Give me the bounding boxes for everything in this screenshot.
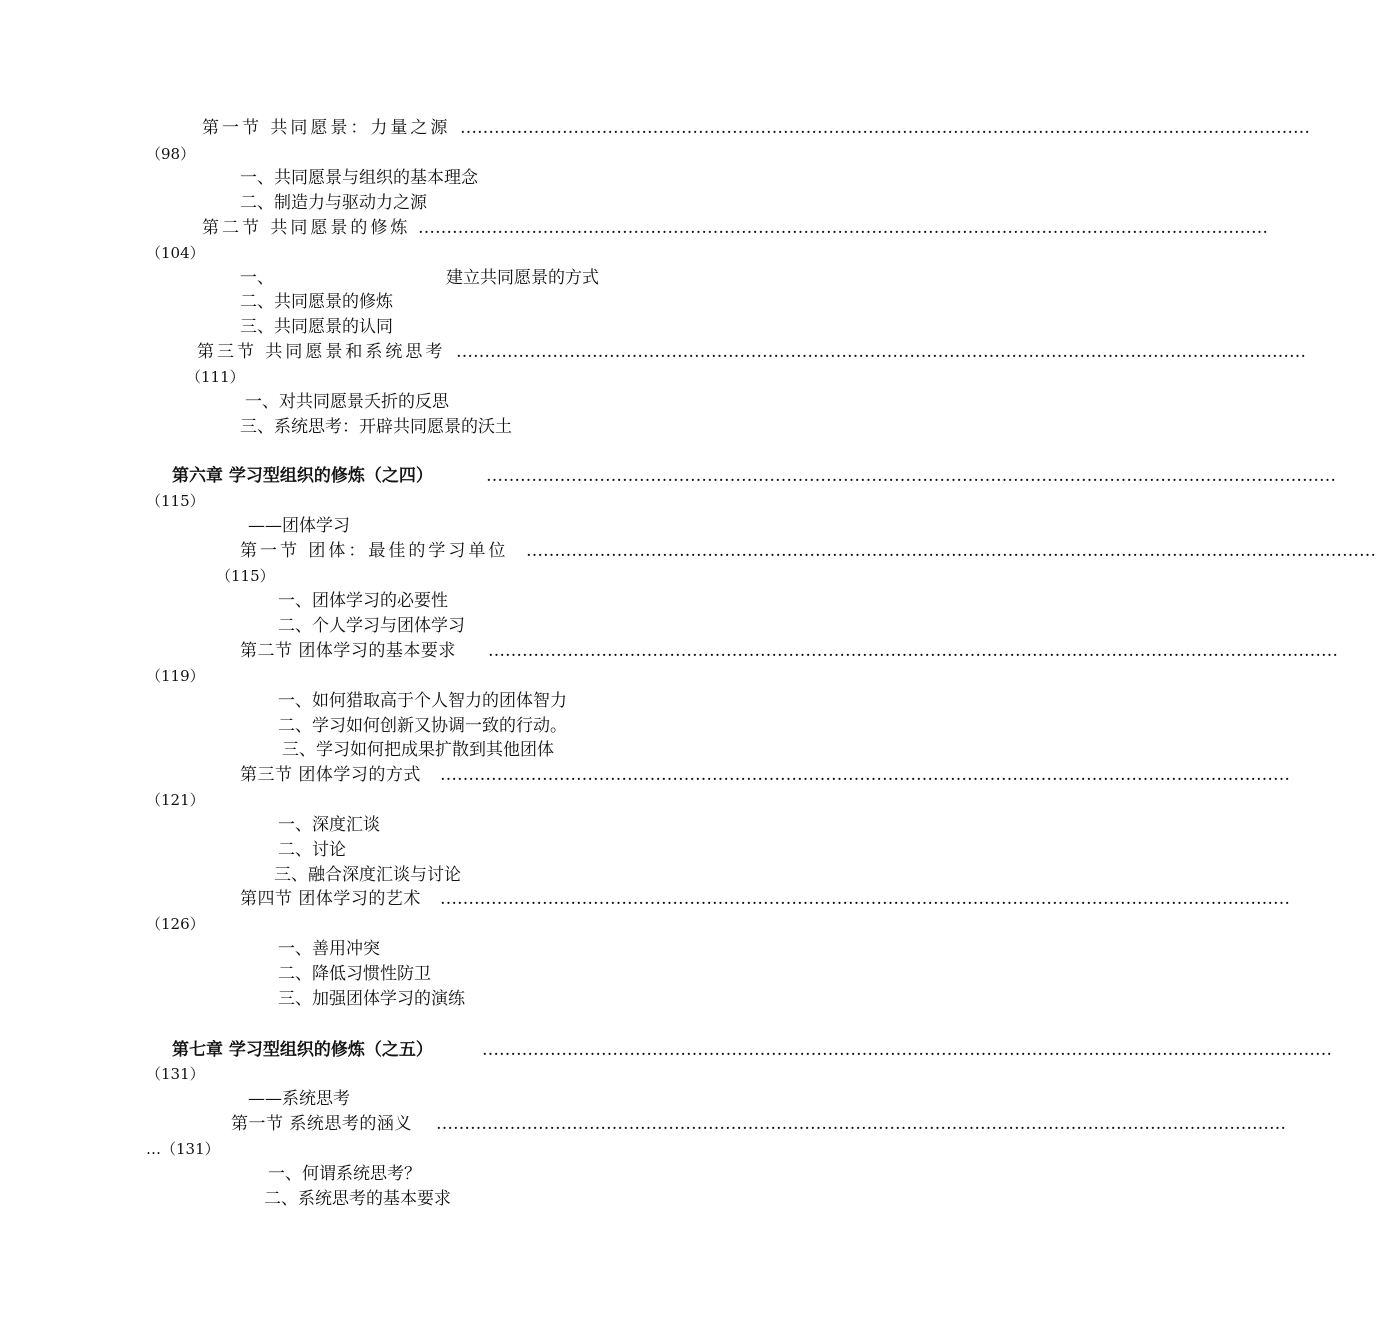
toc-page-number: …（131） bbox=[146, 1140, 220, 1158]
toc-subsection: 一、共同愿景与组织的基本理念 bbox=[240, 168, 478, 188]
toc-subsection: 一、深度汇谈 bbox=[278, 815, 380, 835]
toc-page-number: （98） bbox=[146, 145, 196, 163]
toc-subsection: 建立共同愿景的方式 bbox=[446, 268, 599, 288]
toc-section-title: 第二节 团体学习的基本要求 bbox=[240, 641, 456, 661]
toc-page-number: （115） bbox=[216, 567, 275, 585]
toc-chapter-title: 第六章 学习型组织的修炼（之四） bbox=[172, 466, 433, 486]
toc-section-title: 第一节 系统思考的涵义 bbox=[231, 1114, 412, 1134]
toc-subsection: 三、共同愿景的认同 bbox=[240, 317, 393, 337]
toc-section-title: 第二节 共同愿景的修炼 bbox=[202, 218, 411, 238]
toc-page-number: （111） bbox=[186, 368, 245, 386]
toc-subsection: 一、如何猎取高于个人智力的团体智力 bbox=[278, 691, 567, 711]
toc-subsection: 一、团体学习的必要性 bbox=[278, 591, 448, 611]
toc-subsection: 二、个人学习与团体学习 bbox=[278, 616, 465, 636]
toc-subsection: 三、加强团体学习的演练 bbox=[278, 989, 465, 1009]
toc-leader-dots: …………………………………………………………………………………………………………………………………… bbox=[418, 218, 1268, 238]
toc-chapter-subtitle: ——系统思考 bbox=[248, 1089, 350, 1109]
toc-section-title: 第三节 团体学习的方式 bbox=[240, 765, 421, 785]
toc-leader-dots: …………………………………………………………………………………………………………………………………… bbox=[456, 342, 1306, 362]
toc-subsection: 三、学习如何把成果扩散到其他团体 bbox=[282, 740, 554, 760]
toc-leader-dots: …………………………………………………………………………………………………………………………………… bbox=[440, 765, 1290, 785]
toc-leader-dots: …………………………………………………………………………………………………………………………………… bbox=[440, 889, 1290, 909]
toc-section-title: 第四节 团体学习的艺术 bbox=[240, 889, 421, 909]
toc-leader-dots: …………………………………………………………………………………………………………………………………… bbox=[486, 466, 1336, 486]
toc-page-number: （119） bbox=[146, 667, 205, 685]
toc-leader-dots: …………………………………………………………………………………………………………………………………… bbox=[482, 1040, 1332, 1060]
toc-page-number: （104） bbox=[146, 244, 205, 262]
toc-subsection: 二、学习如何创新又协调一致的行动。 bbox=[278, 716, 567, 736]
toc-page-number: （126） bbox=[146, 915, 205, 933]
toc-subsection: 三、系统思考：开辟共同愿景的沃土 bbox=[240, 417, 512, 437]
toc-leader-dots: …………………………………………………………………………………………………………………………………… bbox=[526, 541, 1376, 561]
toc-leader-dots: …………………………………………………………………………………………………………………………………… bbox=[460, 118, 1310, 138]
toc-section-title: 第一节 共同愿景：力量之源 bbox=[202, 118, 451, 138]
toc-subsection: 一、对共同愿景夭折的反思 bbox=[245, 392, 449, 412]
toc-subsection: 一、善用冲突 bbox=[278, 939, 380, 959]
toc-page-number: （121） bbox=[146, 791, 205, 809]
toc-section-title: 第三节 共同愿景和系统思考 bbox=[197, 342, 446, 362]
toc-subsection: 二、共同愿景的修炼 bbox=[240, 292, 393, 312]
toc-page-number: （115） bbox=[146, 492, 205, 510]
toc-subsection: 一、何谓系统思考？ bbox=[268, 1164, 421, 1184]
toc-leader-dots: …………………………………………………………………………………………………………………………………… bbox=[488, 641, 1338, 661]
toc-subsection-number: 一、 bbox=[240, 268, 274, 288]
toc-subsection: 二、降低习惯性防卫 bbox=[278, 964, 431, 984]
toc-subsection: 三、融合深度汇谈与讨论 bbox=[274, 865, 461, 885]
toc-section-title: 第一节 团体：最佳的学习单位 bbox=[240, 541, 509, 561]
toc-subsection: 二、制造力与驱动力之源 bbox=[240, 193, 427, 213]
toc-subsection: 二、讨论 bbox=[278, 840, 346, 860]
toc-chapter-title: 第七章 学习型组织的修炼（之五） bbox=[172, 1040, 433, 1060]
toc-page-number: （131） bbox=[146, 1065, 205, 1083]
toc-chapter-subtitle: ——团体学习 bbox=[248, 516, 350, 536]
toc-subsection: 二、系统思考的基本要求 bbox=[264, 1189, 451, 1209]
toc-leader-dots: …………………………………………………………………………………………………………………………………… bbox=[436, 1114, 1286, 1134]
